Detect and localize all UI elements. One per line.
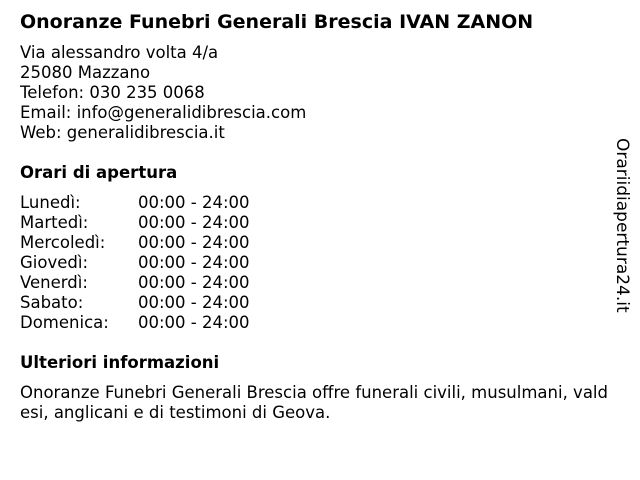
contact-details bbox=[20, 43, 306, 143]
day-label: Domenica: bbox=[20, 313, 109, 332]
day-label: Martedì: bbox=[20, 213, 89, 232]
phone-number: Telefon: 030 235 0068 bbox=[20, 83, 205, 102]
more-info-text: Onoranze Funebri Generali Brescia offre funerali civili, musulmani, valdesi, anglicani e di testimoni di Geova. bbox=[20, 383, 608, 422]
watermark-text: Orariidiapertura24.it bbox=[612, 138, 632, 313]
time-range: 00:00 - 24:00 bbox=[138, 233, 250, 252]
email-address: Email: info@generalidibrescia.com bbox=[20, 103, 307, 122]
more-info-heading: Ulteriori informazioni bbox=[20, 353, 220, 372]
opening-hours-heading: Orari di apertura bbox=[20, 163, 178, 182]
city-postcode: 25080 Mazzano bbox=[20, 63, 151, 82]
day-label: Venerdì: bbox=[20, 273, 88, 292]
time-range: 00:00 - 24:00 bbox=[138, 193, 250, 212]
day-label: Sabato: bbox=[20, 293, 84, 312]
time-range: 00:00 - 24:00 bbox=[138, 293, 250, 312]
day-label: Mercoledì: bbox=[20, 233, 106, 252]
day-label: Lunedì: bbox=[20, 193, 81, 212]
time-range: 00:00 - 24:00 bbox=[138, 253, 250, 272]
time-range: 00:00 - 24:00 bbox=[138, 313, 250, 332]
time-range: 00:00 - 24:00 bbox=[138, 213, 250, 232]
site-watermark bbox=[612, 138, 632, 313]
time-range: 00:00 - 24:00 bbox=[138, 273, 250, 292]
street-address: Via alessandro volta 4/a bbox=[20, 43, 219, 62]
business-title: Onoranze Funebri Generali Brescia IVAN ZANON bbox=[20, 11, 534, 33]
day-label: Giovedì: bbox=[20, 253, 88, 272]
website-address: Web: generalidibrescia.it bbox=[20, 123, 225, 142]
